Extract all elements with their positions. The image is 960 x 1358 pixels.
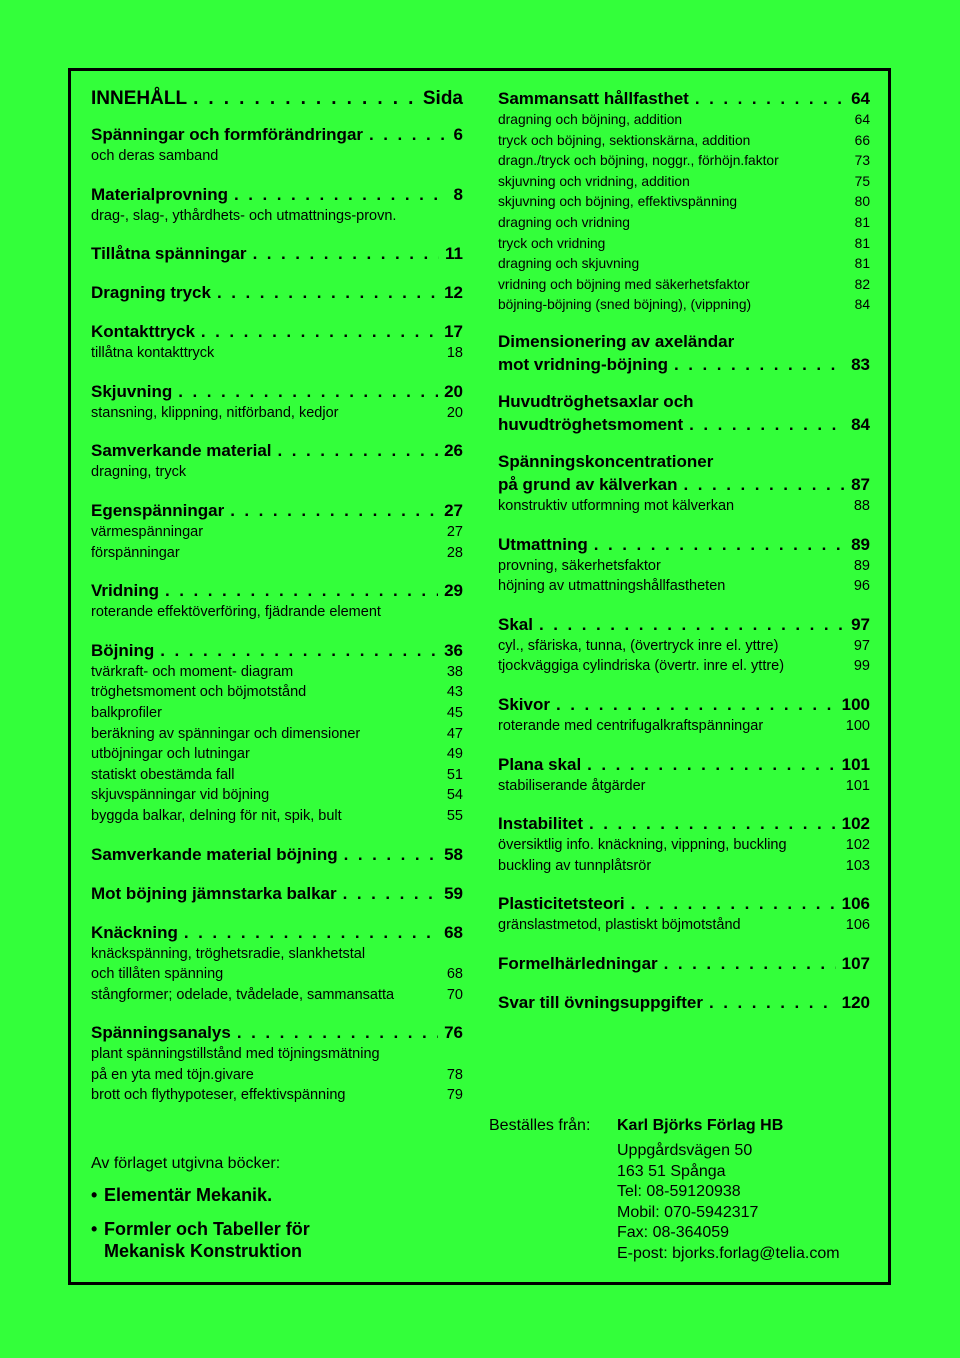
toc-subentry-text: plant spänningstillstånd med töjningsmätning (91, 1046, 380, 1063)
toc-subentry-text: och tillåten spänning (91, 966, 224, 983)
toc-subentry-text: tillåtna kontakttryck (91, 345, 215, 362)
toc-subentry-text: brott och flythypoteser, effektivspänning (91, 1087, 346, 1104)
toc-heading (91, 922, 463, 944)
toc-subentry (498, 295, 870, 316)
toc-subentry-page: 101 (845, 777, 870, 794)
toc-subentry (91, 1044, 463, 1065)
toc-subentry-page (455, 206, 463, 227)
toc-subentry-page: 88 (853, 497, 870, 514)
toc-section (91, 640, 463, 827)
dot-leader (184, 922, 438, 944)
toc-heading-page: 97 (851, 614, 870, 634)
toc-subentry-text: stansning, klippning, nitförband, kedjor (91, 404, 339, 421)
toc-heading (91, 500, 463, 522)
dot-leader (217, 282, 438, 304)
toc-subentry (498, 636, 870, 657)
toc-heading (498, 992, 870, 1014)
publisher-name: Karl Björks Förlag HB (617, 1117, 784, 1134)
toc-heading-title: Utmattning (498, 534, 588, 554)
book-item (91, 1218, 463, 1262)
toc-heading-page: 102 (841, 814, 870, 834)
toc-section (91, 381, 463, 424)
toc-heading-title: Spänningsanalys (91, 1023, 231, 1043)
toc-section (91, 500, 463, 563)
toc-subentry-text: skjuvning och böjning, effektivspänning (498, 194, 738, 210)
toc-subentry (91, 662, 463, 683)
toc-heading (91, 1022, 463, 1044)
toc-subentry (498, 110, 870, 131)
toc-subentry (91, 462, 463, 483)
dot-leader (160, 640, 438, 662)
toc-heading-title: Sammansatt hållfasthet (498, 89, 689, 108)
toc-subentry-text: tjockväggiga cylindriska (övertr. inre el. yttre) (498, 658, 785, 675)
toc-heading-title: Egenspänningar (91, 500, 225, 520)
toc-heading (91, 440, 463, 462)
toc-heading-title: Samverkande material (91, 441, 272, 461)
toc-subentry-page: 100 (845, 717, 870, 734)
toc-heading-title: Vridning (91, 581, 159, 601)
toc-section (498, 614, 870, 677)
toc-heading-page: 84 (851, 414, 870, 434)
dot-leader (193, 88, 417, 110)
toc-subentry-text: dragning och böjning, addition (498, 112, 683, 127)
toc-right-sections (498, 88, 870, 1014)
dot-leader (230, 500, 438, 522)
toc-subentry-text: översiktlig info. knäckning, vippning, buckling (498, 837, 787, 854)
toc-heading (498, 414, 870, 436)
bullet-icon: • (91, 1185, 98, 1205)
toc-title: INNEHÅLL (91, 88, 188, 109)
toc-heading (498, 354, 870, 376)
toc-heading-title: Kontakttryck (91, 322, 195, 342)
toc-subentry-text: tröghetsmoment och böjmotstånd (91, 684, 307, 701)
book-item (91, 1184, 463, 1206)
toc-subentry-page: 75 (854, 173, 870, 189)
toc-section (91, 184, 463, 227)
toc-subentry-text: på en yta med töjn.givare (91, 1066, 254, 1083)
dot-leader (684, 474, 846, 496)
toc-heading (91, 381, 463, 403)
toc-heading-page: 100 (841, 694, 870, 714)
dot-leader (594, 534, 845, 556)
toc-subentry-page: 79 (446, 1087, 463, 1104)
order-label: Beställes från: (489, 1117, 591, 1134)
toc-subentry-page (455, 602, 463, 623)
dot-leader (664, 953, 836, 975)
toc-subentry (91, 403, 463, 424)
toc-subentry (91, 522, 463, 543)
toc-subentry (91, 146, 463, 167)
toc-subentry-page: 81 (854, 235, 870, 251)
toc-left-column (91, 88, 463, 1106)
toc-subentry-page: 97 (853, 637, 870, 654)
toc-subentry (498, 275, 870, 296)
toc-subentry-page: 102 (845, 837, 870, 854)
toc-subentry (91, 724, 463, 745)
toc-heading-title: Tillåtna spänningar (91, 244, 247, 264)
toc-subentry-text: tryck och böjning, sektionskärna, addition (498, 132, 751, 148)
toc-subentry-text: utböjningar och lutningar (91, 746, 250, 763)
toc-subentry-text: dragning och skjuvning (498, 256, 640, 272)
toc-subentry-page: 82 (854, 276, 870, 292)
toc-heading (498, 813, 870, 835)
toc-section (91, 124, 463, 167)
toc-subentry-text: höjning av utmattningshållfastheten (498, 578, 726, 595)
toc-subentry-text: gränslastmetod, plastiskt böjmotstånd (498, 917, 741, 934)
toc-heading-title: Instabilitet (498, 814, 584, 834)
toc-subentry (498, 213, 870, 234)
toc-subentry-text: skjuvspänningar vid böjning (91, 787, 270, 804)
toc-heading-title: Plasticitetsteori (498, 894, 625, 914)
toc-section (498, 694, 870, 737)
toc-heading-page: 107 (841, 953, 870, 973)
toc-heading-title: Spänningar och formförändringar (91, 125, 364, 144)
toc-subentry-text: roterande effektöverföring, fjädrande element (91, 604, 381, 621)
dot-leader (178, 381, 438, 403)
toc-heading-title: Skjuvning (91, 381, 173, 401)
toc-heading-page: 59 (444, 883, 463, 903)
dot-leader (344, 844, 438, 866)
dot-leader (587, 754, 835, 776)
dot-leader (674, 354, 845, 376)
toc-subentry (91, 785, 463, 806)
toc-subentry (91, 985, 463, 1006)
toc-subentry (91, 206, 463, 227)
toc-subentry (91, 682, 463, 703)
toc-subentry-page: 49 (446, 746, 463, 763)
toc-subentry-text: tryck och vridning (498, 235, 606, 251)
toc-subentry (91, 964, 463, 985)
toc-subentry-page: 43 (446, 684, 463, 701)
toc-subentry (498, 254, 870, 275)
toc-heading (91, 844, 463, 866)
toc-subentry-page: 38 (446, 663, 463, 680)
toc-heading-page: 64 (851, 89, 870, 108)
dot-leader (689, 414, 845, 436)
toc-section (498, 88, 870, 316)
toc-heading (91, 184, 463, 206)
toc-subentry-page: 18 (446, 345, 463, 362)
toc-section (498, 390, 870, 436)
toc-subentry-text: buckling av tunnplåtsrör (498, 857, 652, 874)
address-line: E-post: bjorks.forlag@telia.com (617, 1244, 840, 1262)
toc-section (498, 953, 870, 975)
toc-subentry (498, 172, 870, 193)
toc-subentry-page: 81 (854, 256, 870, 272)
toc-subentry-text: drag-, slag-, ythårdhets- och utmattnings-provn. (91, 207, 397, 224)
dot-leader (253, 243, 439, 265)
toc-section (498, 330, 870, 376)
books-section (91, 1153, 463, 1274)
book-title-line: Elementär Mekanik. (104, 1185, 273, 1205)
toc-subentry (91, 744, 463, 765)
toc-heading-title: Skivor (498, 694, 550, 714)
toc-subentry-page: 20 (446, 404, 463, 421)
toc-subentry-page: 45 (446, 704, 463, 721)
dot-leader (539, 614, 845, 636)
toc-heading-line: Dimensionering av axeländar (498, 331, 735, 351)
toc-subentry-text: roterande med centrifugalkraftspänningar (498, 717, 764, 734)
toc-subentry (91, 1085, 463, 1106)
toc-heading-page: 101 (841, 754, 870, 774)
toc-subentry-text: dragn./tryck och böjning, noggr., förhöjn.faktor (498, 153, 779, 169)
toc-heading (91, 282, 463, 304)
toc-heading-page: 106 (841, 894, 870, 914)
toc-heading-title: Knäckning (91, 922, 178, 942)
toc-subentry-page: 51 (446, 766, 463, 783)
toc-subentry-page: 96 (853, 578, 870, 595)
toc-heading (498, 88, 870, 110)
toc-heading-page: 20 (444, 381, 463, 401)
toc-page-label: Sida (422, 88, 463, 109)
toc-heading-title: Plana skal (498, 754, 582, 774)
toc-heading-title: huvudtröghetsmoment (498, 414, 684, 434)
toc-subentry-text: byggda balkar, delning för nit, spik, bult (91, 807, 342, 824)
toc-subentry (91, 343, 463, 364)
toc-subentry-page: 47 (446, 725, 463, 742)
toc-section (498, 450, 870, 517)
toc-heading-title: Materialprovning (91, 184, 228, 204)
toc-subentry-page: 66 (854, 132, 870, 148)
address-line: Mobil: 070-5942317 (617, 1203, 759, 1221)
toc-subentry (91, 1065, 463, 1086)
toc-heading-title: Formelhärledningar (498, 953, 658, 973)
toc-subentry (498, 131, 870, 152)
toc-subentry (498, 856, 870, 877)
toc-heading-title: Samverkande material böjning (91, 844, 338, 864)
toc-heading-page: 27 (444, 500, 463, 520)
toc-heading-page: 17 (444, 322, 463, 342)
toc-heading-page: 58 (444, 844, 463, 864)
toc-heading (498, 474, 870, 496)
toc-section (498, 992, 870, 1014)
toc-heading-line: Spänningskoncentrationer (498, 451, 714, 471)
toc-subentry-page (455, 1044, 463, 1065)
toc-heading-page: 29 (444, 581, 463, 601)
toc-heading (498, 694, 870, 716)
toc-subentry-text: skjuvning och vridning, addition (498, 173, 690, 189)
dot-leader (278, 440, 439, 462)
toc-heading (498, 893, 870, 915)
toc-section (498, 893, 870, 936)
toc-heading-title: på grund av kälverkan (498, 474, 678, 494)
toc-section (91, 321, 463, 364)
toc-subentry (91, 765, 463, 786)
toc-section (91, 922, 463, 1006)
toc-subentry-text: dragning, tryck (91, 464, 187, 481)
toc-heading-title: mot vridning-böjning (498, 354, 668, 374)
toc-subentry-page: 68 (446, 966, 463, 983)
toc-section (91, 844, 463, 866)
toc-subentry-text: beräkning av spänningar och dimensioner (91, 725, 361, 742)
toc-subentry (498, 716, 870, 737)
toc-subentry (498, 656, 870, 677)
toc-subentry-page: 81 (854, 214, 870, 230)
toc-subentry-text: vridning och böjning med säkerhetsfaktor (498, 276, 750, 292)
toc-subentry-page: 80 (854, 194, 870, 210)
toc-heading-page: 11 (445, 244, 463, 264)
toc-subentry-text: statiskt obestämda fall (91, 766, 235, 783)
toc-subentry-page: 54 (446, 787, 463, 804)
toc-heading-page: 8 (453, 184, 463, 204)
bullet-icon: • (91, 1219, 98, 1239)
dot-leader (369, 124, 448, 146)
toc-subentry-text: förspänningar (91, 544, 180, 561)
toc-subentry-page: 73 (854, 153, 870, 169)
toc-subentry-text: knäckspänning, tröghetsradie, slankhetstal (91, 945, 366, 962)
toc-subentry (498, 192, 870, 213)
toc-heading-title: Mot böjning jämnstarka balkar (91, 883, 337, 903)
toc-heading-title: Skal (498, 614, 533, 634)
toc-subentry-text: cyl., sfäriska, tunna, (övertryck inre el. yttre) (498, 637, 779, 654)
toc-heading (91, 243, 463, 265)
toc-heading (91, 883, 463, 905)
toc-section (91, 1022, 463, 1106)
toc-subentry-page: 64 (854, 112, 870, 127)
toc-heading (91, 124, 463, 146)
toc-heading (498, 754, 870, 776)
dot-leader (556, 694, 836, 716)
toc-subentry-text: provning, säkerhetsfaktor (498, 557, 661, 574)
toc-section (91, 440, 463, 483)
toc-subentry-page (455, 146, 463, 167)
toc-heading (498, 534, 870, 556)
toc-heading (91, 640, 463, 662)
toc-subentry (498, 151, 870, 172)
address-line: Uppgårdsvägen 50 (617, 1142, 753, 1159)
toc-subentry-text: stabiliserande åtgärder (498, 777, 646, 794)
dot-leader (237, 1022, 438, 1044)
toc-heading-page: 36 (444, 640, 463, 660)
toc-subentry-page: 99 (853, 658, 870, 675)
toc-heading-page: 26 (444, 441, 463, 461)
toc-header (91, 88, 463, 110)
book-title-line: Formler och Tabeller för (104, 1219, 310, 1239)
toc-heading-page: 68 (444, 922, 463, 942)
toc-subentry (498, 915, 870, 936)
toc-heading-line: Huvudtröghetsaxlar och (498, 391, 694, 411)
toc-subentry-page: 28 (446, 544, 463, 561)
book-title-line: Mekanisk Konstruktion (104, 1241, 303, 1261)
toc-heading-page: 120 (841, 992, 870, 1012)
toc-subentry-page (455, 944, 463, 965)
address-line: Fax: 08-364059 (617, 1224, 730, 1241)
toc-heading-page: 87 (851, 474, 870, 494)
toc-heading-page: 12 (444, 283, 463, 303)
toc-subentry-page: 89 (853, 557, 870, 574)
toc-subentry-text: konstruktiv utformning mot kälverkan (498, 497, 735, 514)
toc-subentry (498, 496, 870, 517)
address-line: Tel: 08-59120938 (617, 1183, 741, 1200)
toc-subentry-page: 27 (446, 523, 463, 540)
toc-heading-title: Böjning (91, 640, 155, 660)
toc-heading (498, 614, 870, 636)
toc-subentry (91, 703, 463, 724)
toc-subentry (498, 556, 870, 577)
toc-heading-page: 83 (851, 354, 870, 374)
toc-subentry-page: 70 (446, 986, 463, 1003)
address-line: 163 51 Spånga (617, 1162, 726, 1180)
toc-heading (91, 580, 463, 602)
toc-subentry-text: värmespänningar (91, 523, 204, 540)
toc-subentry (498, 576, 870, 597)
toc-section (498, 754, 870, 797)
toc-heading-page: 89 (851, 534, 870, 554)
toc-subentry-text: balkprofiler (91, 704, 162, 721)
toc-subentry-page: 78 (446, 1066, 463, 1083)
dot-leader (234, 184, 448, 206)
dot-leader (343, 883, 438, 905)
toc-subentry-text: tvärkraft- och moment- diagram (91, 663, 294, 680)
toc-subentry (498, 776, 870, 797)
toc-section (91, 883, 463, 905)
publisher-address (617, 1141, 840, 1264)
toc-subentry (91, 543, 463, 564)
toc-heading (498, 953, 870, 975)
toc-subentry (498, 835, 870, 856)
dot-leader (695, 88, 845, 110)
dot-leader (631, 893, 836, 915)
toc-subentry-text: böjning-böjning (sned böjning), (vippning) (498, 297, 752, 313)
toc-subentry (91, 944, 463, 965)
toc-left-sections (91, 124, 463, 1106)
toc-subentry (91, 806, 463, 827)
toc-subentry-page (455, 462, 463, 483)
toc-heading-title: Svar till övningsuppgifter (498, 992, 703, 1012)
dot-leader (201, 321, 438, 343)
toc-section (91, 243, 463, 265)
toc-subentry-page: 106 (845, 917, 870, 934)
toc-subentry-text: stångformer; odelade, tvådelade, sammansatta (91, 986, 395, 1003)
toc-subentry-page: 55 (446, 807, 463, 824)
toc-section (498, 534, 870, 597)
toc-heading (91, 321, 463, 343)
dot-leader (709, 992, 836, 1014)
toc-heading-page: 76 (444, 1023, 463, 1043)
toc-section (91, 580, 463, 623)
books-intro: Av förlaget utgivna böcker: (91, 1155, 281, 1172)
toc-heading-title: Dragning tryck (91, 283, 211, 303)
dot-leader (165, 580, 438, 602)
toc-subentry-page: 103 (845, 857, 870, 874)
toc-subentry-page: 84 (854, 297, 870, 313)
toc-heading-page: 6 (453, 125, 463, 144)
toc-right-column (498, 88, 870, 1014)
dot-leader (589, 813, 836, 835)
toc-subentry (498, 234, 870, 255)
toc-section (498, 813, 870, 876)
toc-subentry (91, 602, 463, 623)
toc-section (91, 282, 463, 304)
toc-subentry-text: och deras samband (91, 148, 219, 164)
toc-subentry-text: dragning och vridning (498, 214, 630, 230)
